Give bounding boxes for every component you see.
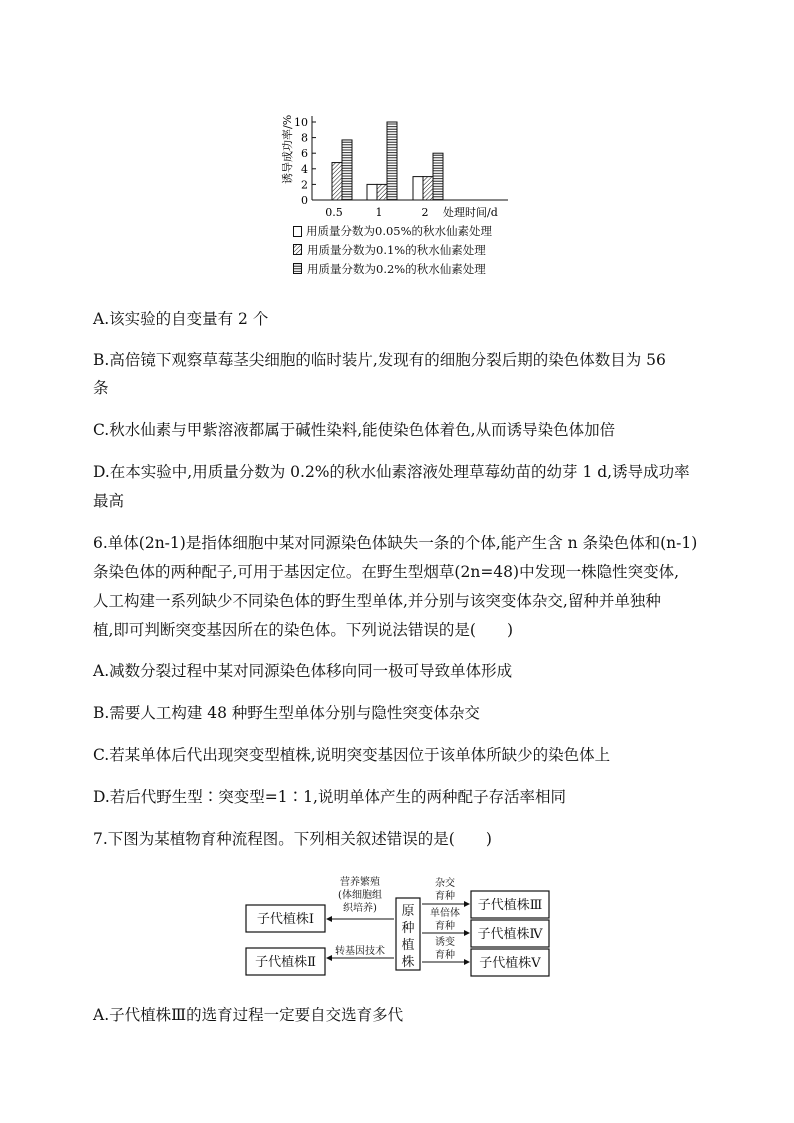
option-6d: D.若后代野生型∶突变型=1∶1,说明单体产生的两种配子存活率相同 (93, 788, 566, 806)
box-offspring-5-label: 子代植株Ⅴ (479, 956, 541, 971)
option-5c: C.秋水仙素与甲紫溶液都属于碱性染料,能使染色体着色,从而诱导染色体加倍 (93, 421, 616, 439)
center-char-3: 植 (401, 938, 415, 953)
legend-item-2 (293, 243, 486, 257)
bar-diagonal-1 (377, 184, 387, 200)
y-axis-label: 诱导成功率/% (281, 114, 294, 184)
bar-horizontal-2 (433, 153, 443, 200)
box-offspring-2-label: 子代植株Ⅱ (255, 955, 316, 970)
bar-chart (275, 100, 525, 220)
question-6-line2: 条染色体的两种配子,可用于基因定位。在野生型烟草(2n=48)中发现一株隐性突变体, (93, 563, 680, 581)
y-tick-label: 4 (301, 162, 308, 176)
option-5a: A.该实验的自变量有 2 个 (93, 310, 269, 328)
x-tick-label: 2 (421, 206, 429, 219)
edge-label-4a: 单倍体 (430, 908, 460, 919)
y-tick-label: 10 (294, 116, 308, 129)
edge-label-4b: 育种 (435, 921, 455, 932)
option-5d-line1: D.在本实验中,用质量分数为 0.2%的秋水仙素溶液处理草莓幼苗的幼芽 1 d,诱导成功率 (93, 463, 690, 481)
edge-label-3b: 育种 (435, 891, 455, 902)
edge-label-5b: 育种 (435, 950, 455, 961)
bar-horizontal-0.5 (342, 140, 352, 200)
question-6-line3: 人工构建一系列缺少不同染色体的野生型单体,并分别与该突变体杂交,留种并单独种 (93, 592, 661, 610)
question-6-line4: 植,即可判断突变基因所在的染色体。下列说法错误的是( ) (93, 621, 514, 639)
option-7a: A.子代植株Ⅲ的选育过程一定要自交选育多代 (93, 1006, 404, 1024)
legend-swatch-diagonal (293, 244, 303, 256)
breeding-flowchart (244, 872, 554, 978)
legend-swatch-horizontal (293, 263, 303, 275)
option-6c: C.若某单体后代出现突变型植株,说明突变基因位于该单体所缺少的染色体上 (93, 746, 611, 764)
y-ticks (294, 116, 316, 207)
center-char-2: 种 (401, 921, 415, 936)
y-tick-label: 8 (301, 131, 308, 145)
legend-label: 用质量分数为0.2%的秋水仙素处理 (307, 262, 486, 276)
bar-diagonal-2 (423, 177, 433, 200)
y-tick-label: 0 (301, 194, 308, 207)
edge-label-1c: 织培养) (343, 903, 377, 914)
edge-label-5a: 诱变 (435, 937, 455, 948)
edge-label-2: 转基因技术 (335, 946, 385, 957)
option-5b-line2: 条 (93, 379, 109, 397)
option-5d-line2: 最高 (93, 492, 125, 510)
bars (332, 122, 443, 200)
x-ticks (325, 206, 428, 219)
option-6b: B.需要人工构建 48 种野生型单体分别与隐性突变体杂交 (93, 704, 480, 722)
y-tick-label: 6 (301, 147, 308, 161)
option-6a: A.减数分裂过程中某对同源染色体移向同一极可导致单体形成 (93, 662, 513, 680)
legend-label: 用质量分数为0.05%的秋水仙素处理 (306, 224, 493, 238)
question-7-stem: 7.下图为某植物育种流程图。下列相关叙述错误的是( ) (93, 830, 492, 848)
x-tick-label: 0.5 (325, 206, 343, 219)
legend-item-1 (293, 224, 492, 238)
box-offspring-4-label: 子代植株Ⅳ (477, 927, 543, 942)
bar-diagonal-0.5 (332, 163, 342, 200)
x-axis-label: 处理时间/d (443, 206, 498, 219)
legend-label: 用质量分数为0.1%的秋水仙素处理 (307, 243, 486, 257)
option-5b-line1: B.高倍镜下观察草莓茎尖细胞的临时装片,发现有的细胞分裂后期的染色体数目为 56 (93, 351, 666, 369)
question-6-line1: 6.单体(2n-1)是指体细胞中某对同源染色体缺失一条的个体,能产生含 n 条染色体和(n-1) (93, 534, 698, 552)
bar-horizontal-1 (387, 122, 397, 200)
edge-label-1b: (体细胞组 (338, 890, 382, 901)
edge-label-3a: 杂交 (435, 878, 455, 889)
bar-blank-1 (367, 184, 377, 200)
center-char-1: 原 (401, 904, 415, 919)
box-offspring-3-label: 子代植株Ⅲ (477, 898, 543, 913)
legend-swatch-blank (293, 226, 302, 237)
bar-blank-2 (413, 177, 423, 200)
box-offspring-1-label: 子代植株Ⅰ (256, 912, 315, 927)
legend-item-3 (293, 262, 486, 276)
center-char-4: 株 (401, 955, 415, 970)
edge-label-1a: 营养繁殖 (340, 877, 380, 888)
y-tick-label: 2 (301, 178, 308, 192)
x-tick-label: 1 (375, 206, 383, 219)
